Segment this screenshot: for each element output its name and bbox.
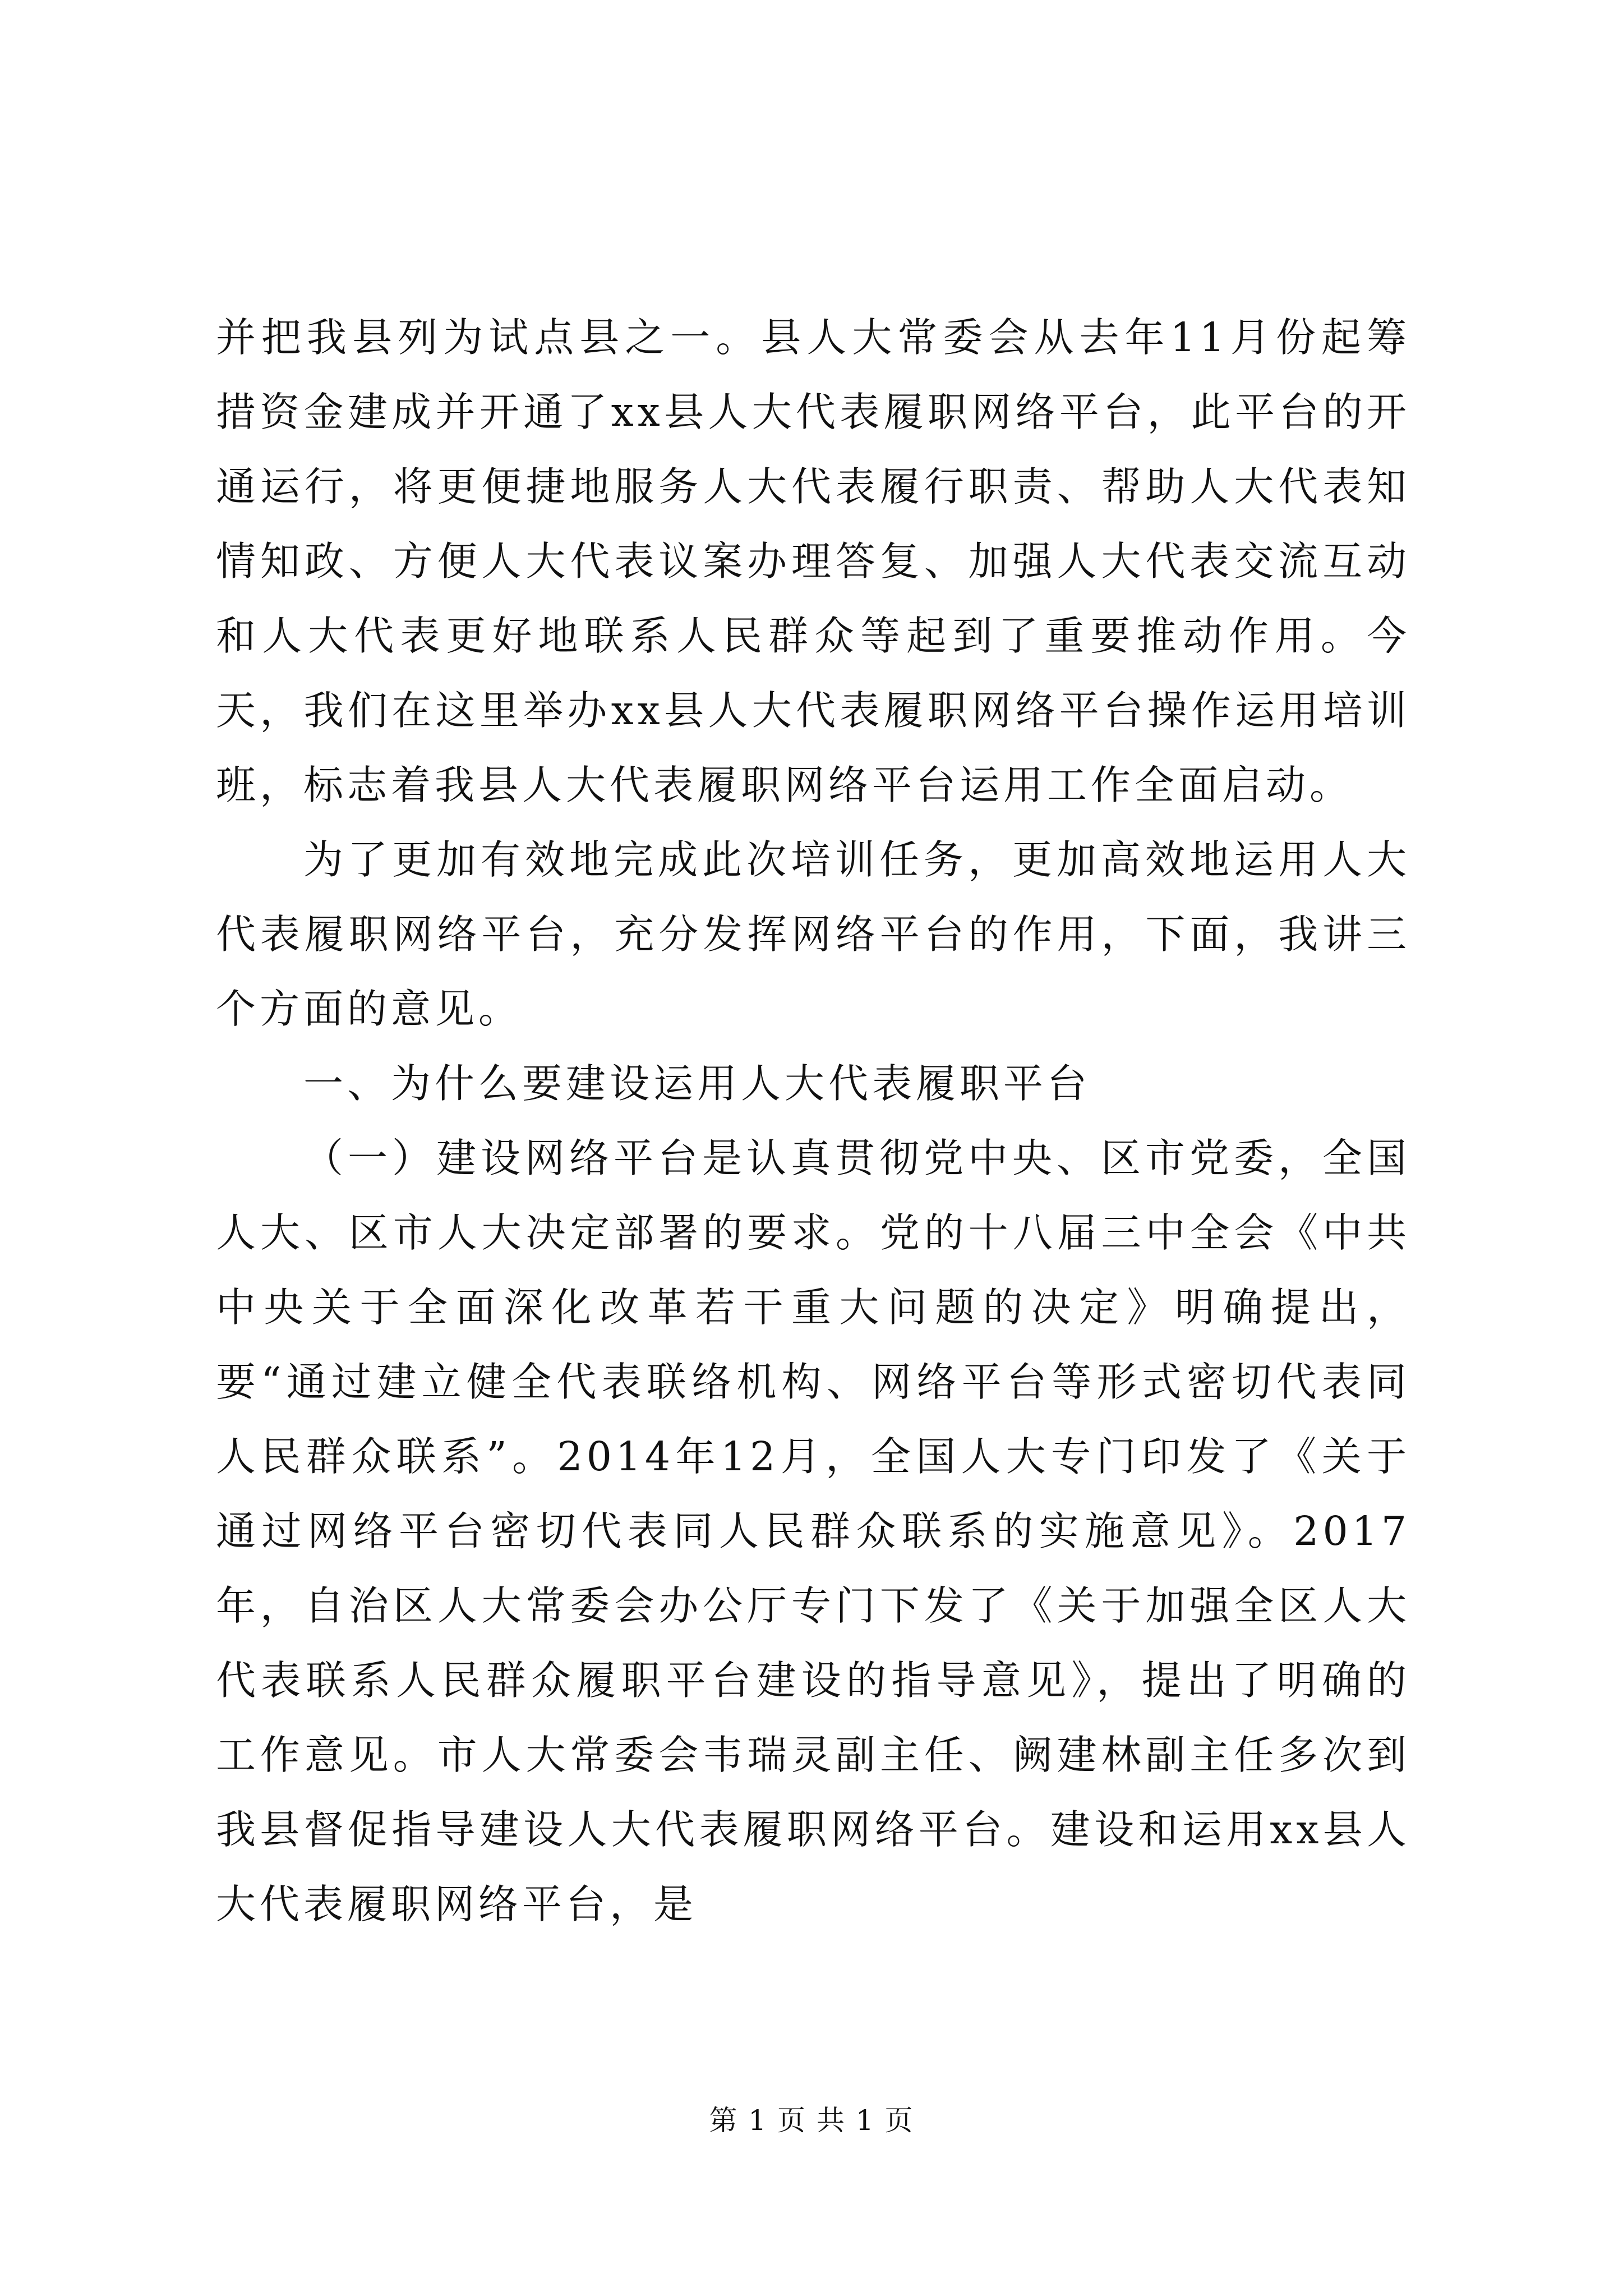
page-footer: 第 1 页 共 1 页 [709,2104,914,2137]
paragraph-continuation: 并把我县列为试点县之一。县人大常委会从去年11月份起筹措资金建成并开通了xx县人大代表履职网络平台，此平台的开通运行，将更便捷地服务人大代表履行职责、帮助人大代表知情知政、方便人大代表议案办理答复、加强人大代表交流互动和人大代表更好地联系人民群众等起到了重要推动作用。今天，我们在这里举办xx县人大代表履职网络平台操作运用培训班，标志着我县人大代表履职网络平台运用工作全面启动。 [216,314,1410,808]
paragraph-subsection-1: （一）建设网络平台是认真贯彻党中央、区市党委，全国人大、区市人大决定部署的要求。党的十八届三中全会《中共中央关于全面深化改革若干重大问题的决定》明确提出，要“通过建立健全代表联络机构、网络平台等形式密切代表同人民群众联系”。2014年12月，全国人大专门印发了《关于通过网络平台密切代表同人民群众联系的实施意见》。2017年，自治区人大常委会办公厅专门下发了《关于加强全区人大代表联系人民群众履职平台建设的指导意见》，提出了明确的工作意见。市人大常委会韦瑞灵副主任、阙建林副主任多次到我县督促指导建设人大代表履职网络平台。建设和运用xx县人大代表履职网络平台，是 [216,1135,1410,1927]
document-body [216,300,1410,1941]
section-heading-1: 一、为什么要建设运用人大代表履职平台 [303,1060,1091,1107]
paragraph-training-purpose: 为了更加有效地完成此次培训任务，更加高效地运用人大代表履职网络平台，充分发挥网络平台的作用，下面，我讲三个方面的意见。 [216,836,1410,1032]
